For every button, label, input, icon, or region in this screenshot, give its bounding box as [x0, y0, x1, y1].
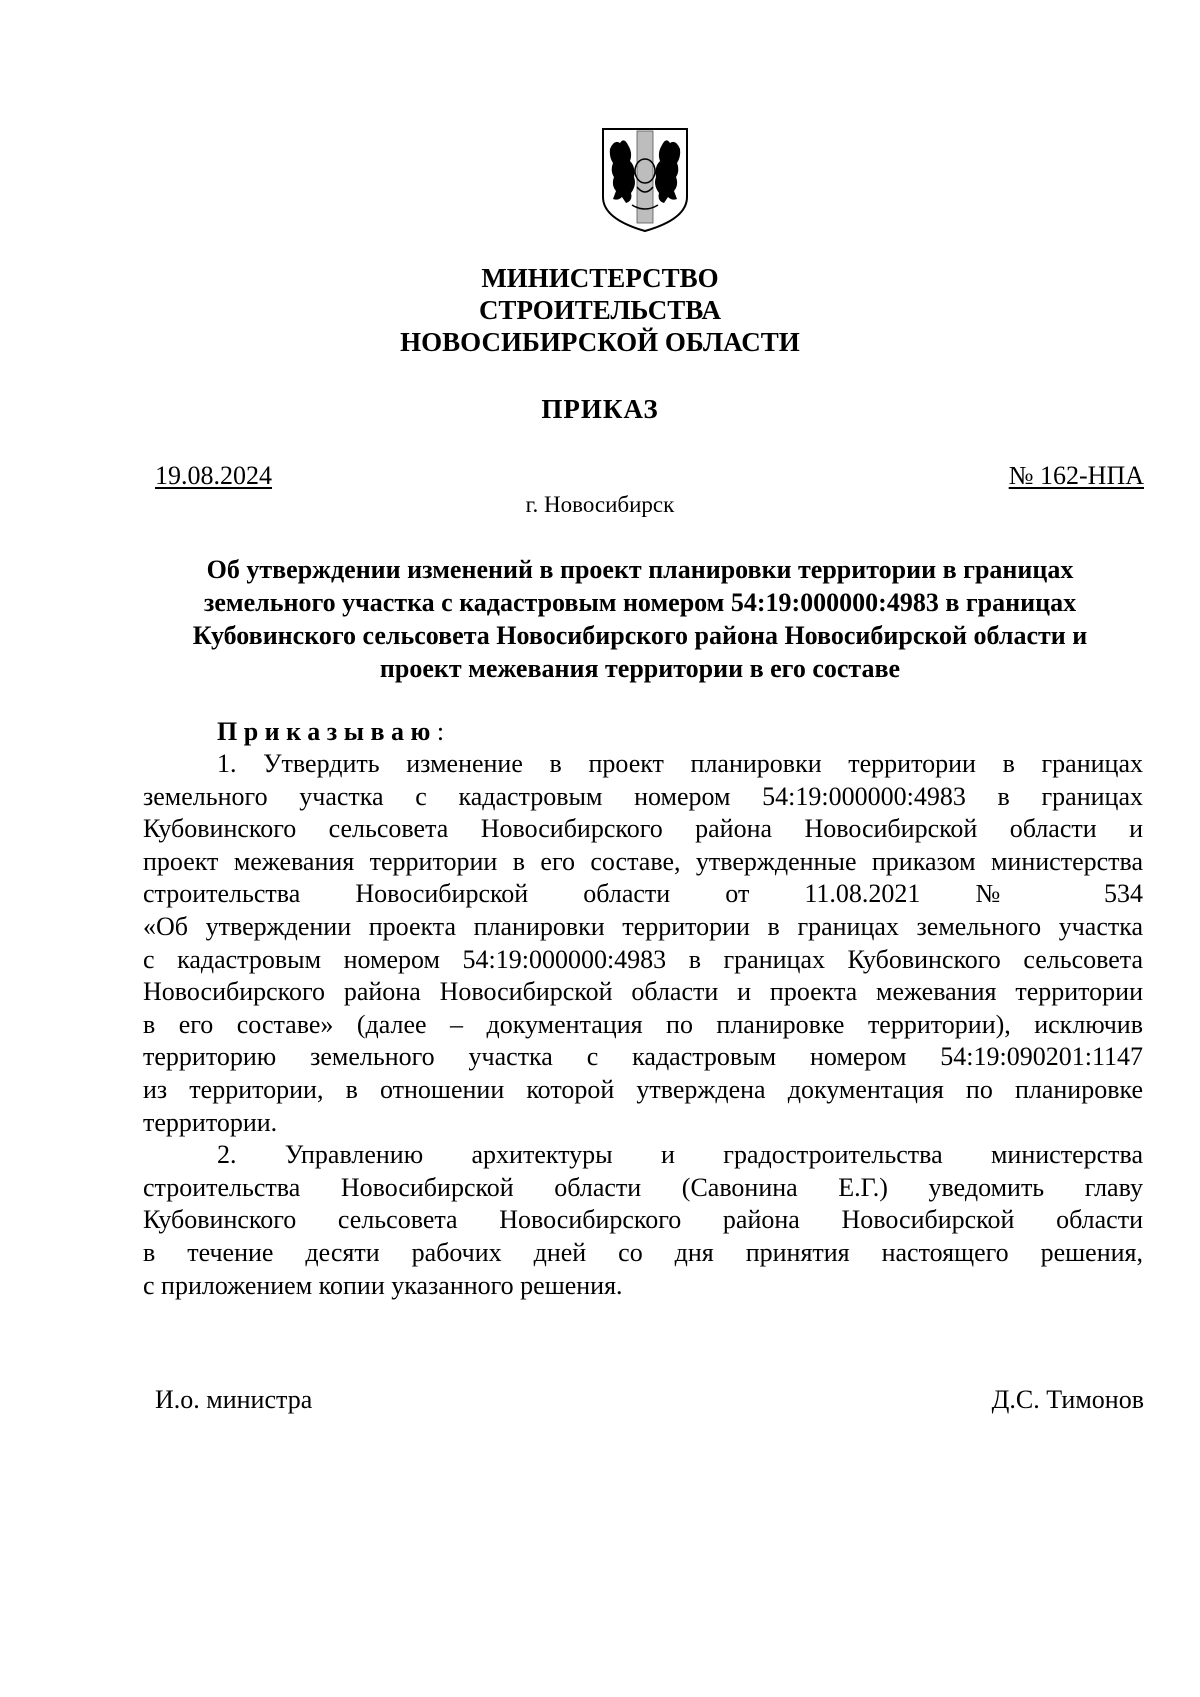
paragraph-line: из территории, в отношении которой утверждена документация по планировке: [143, 1074, 1143, 1104]
title-line: проект межевания территории в его составе: [379, 654, 901, 683]
document-number: № 162-НПА: [1008, 461, 1144, 490]
ministry-line: СТРОИТЕЛЬСТВА: [478, 295, 722, 325]
paragraph-line: с кадастровым номером 54:19:000000:4983 в границах Кубовинского сельсовета: [143, 944, 1143, 974]
paragraph-line: земельного участка с кадастровым номером 54:19:000000:4983 в границах: [143, 781, 1143, 811]
ministry-line: НОВОСИБИРСКОЙ ОБЛАСТИ: [400, 327, 800, 357]
document-body: [143, 748, 1143, 1302]
paragraph-line: проект межевания территории в его составе, утвержденные приказом министерства: [143, 846, 1143, 876]
title-line: Об утверждении изменений в проект планировки территории в границах: [206, 555, 1074, 584]
paragraph-line: строительства Новосибирской области (Савонина Е.Г.) уведомить главу: [143, 1172, 1143, 1202]
paragraph-line: с приложением копии указанного решения.: [143, 1270, 623, 1300]
title-line: Кубовинского сельсовета Новосибирского района Новосибирской области и: [192, 621, 1088, 650]
order-word: Приказываю: [217, 717, 437, 746]
signatory-position: И.о. министра: [155, 1385, 313, 1414]
paragraph-line: Кубовинского сельсовета Новосибирского района Новосибирской области: [143, 1205, 1143, 1235]
paragraph-line: «Об утверждении проекта планировки территории в границах земельного участка: [143, 911, 1143, 941]
ministry-name: [0, 262, 1200, 358]
document-date: 19.08.2024: [155, 461, 272, 490]
paragraph-line: Кубовинского сельсовета Новосибирского района Новосибирской области и: [143, 814, 1143, 844]
paragraph-line: Новосибирского района Новосибирской области и проекта межевания территории: [143, 977, 1143, 1007]
paragraph-line: территорию земельного участка с кадастровым номером 54:19:090201:1147: [143, 1042, 1143, 1072]
paragraph-line: 1. Утвердить изменение в проект планировки территории в границах: [217, 749, 1143, 778]
paragraph-line: территории.: [143, 1107, 278, 1137]
document-city: г. Новосибирск: [525, 492, 675, 517]
paragraph-line: строительства Новосибирской области от 11.08.2021 № 534: [143, 879, 1143, 909]
document-type: ПРИКАЗ: [541, 394, 659, 424]
title-line: земельного участка с кадастровым номером 54:19:000000:4983 в границах: [203, 588, 1077, 617]
signatory-name: Д.С. Тимонов: [991, 1385, 1144, 1414]
ministry-line: МИНИСТЕРСТВО: [481, 263, 719, 293]
paragraph-line: в его составе» (далее – документация по планировке территории), исключив: [143, 1009, 1143, 1039]
order-suffix: :: [436, 717, 445, 746]
paragraph-line: в течение десяти рабочих дней со дня принятия настоящего решения,: [143, 1237, 1143, 1267]
document-title: [140, 553, 1140, 685]
paragraph-line: 2. Управлению архитектуры и градостроительства министерства: [217, 1140, 1143, 1170]
order-heading: [217, 716, 444, 748]
coat-of-arms-icon: [600, 127, 690, 233]
